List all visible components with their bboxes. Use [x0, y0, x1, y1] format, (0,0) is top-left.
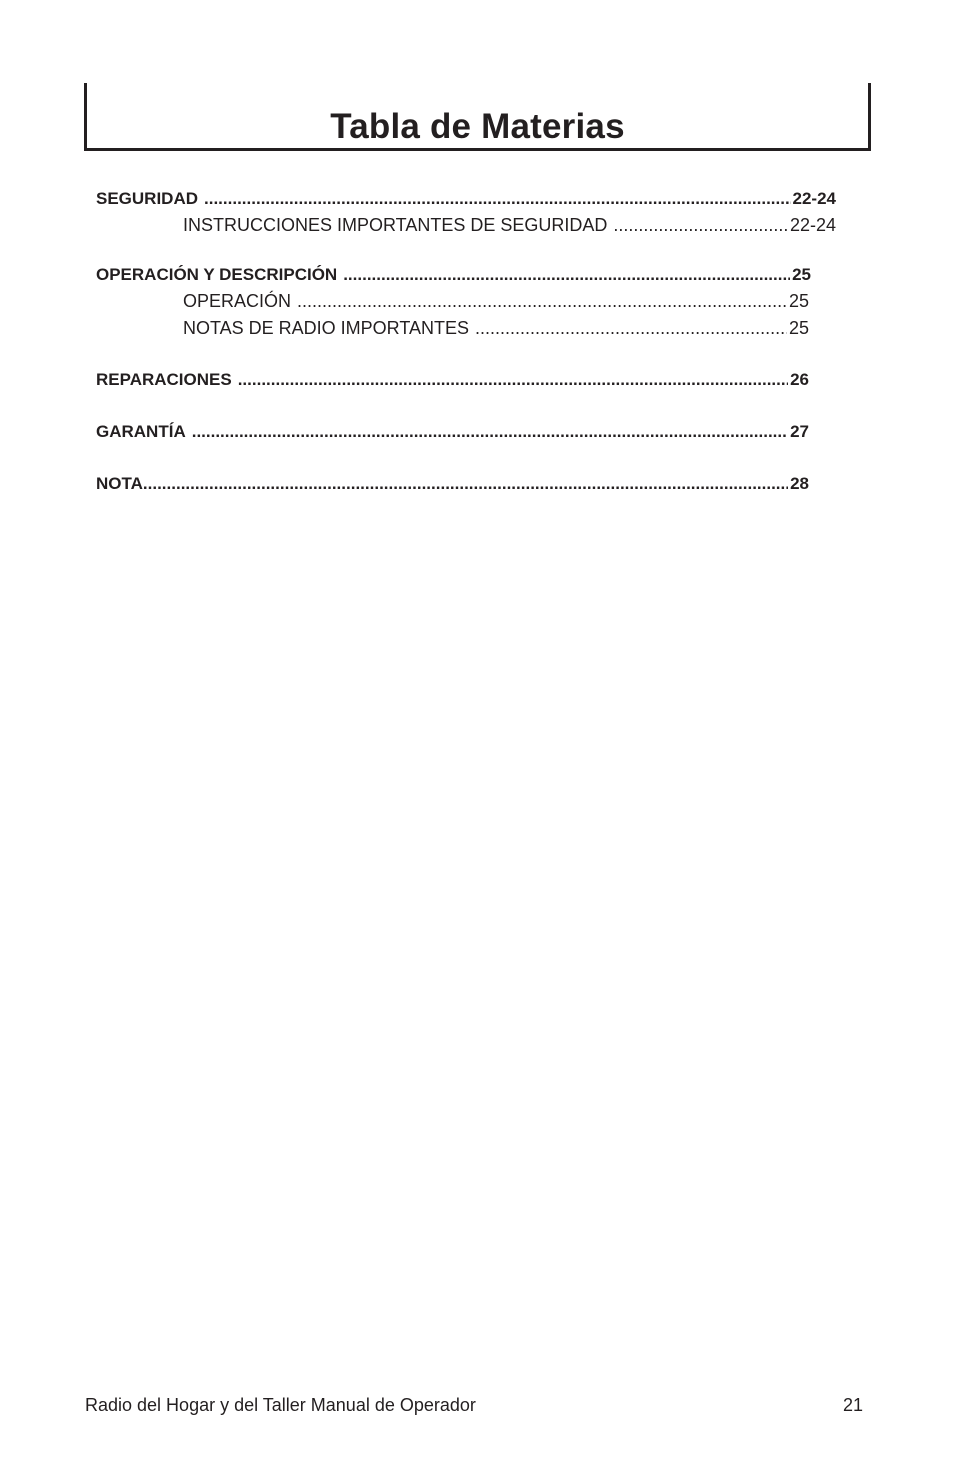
toc-entry-nota[interactable]: [96, 473, 809, 495]
toc-entry-operacion[interactable]: [183, 290, 809, 312]
toc-entry-operacion-descripcion[interactable]: [96, 264, 811, 286]
toc-entry-label: GARANTÍA: [96, 422, 186, 441]
toc-dot-leader: [297, 290, 787, 312]
toc-entry-page: 25: [788, 318, 809, 338]
toc-dot-leader: [192, 421, 788, 443]
toc-entry-page: 25: [788, 291, 809, 311]
toc-entry-label: INSTRUCCIONES IMPORTANTES DE SEGURIDAD: [183, 215, 608, 235]
toc-dot-leader: [143, 473, 788, 495]
toc-entry-label: REPARACIONES: [96, 370, 232, 389]
page-title: Tabla de Materias: [330, 107, 625, 146]
toc-entry-garantia[interactable]: [96, 421, 809, 443]
footer-page-number: 21: [842, 1395, 863, 1415]
toc-entry-page: 22-24: [789, 215, 836, 235]
toc-dot-leader: [475, 317, 787, 339]
toc-entry-page: 28: [790, 474, 809, 493]
toc-entry-page: 27: [790, 422, 809, 441]
toc-entry-instrucciones[interactable]: [183, 214, 836, 236]
toc-entry-page: 22-24: [792, 189, 836, 208]
toc-entry-label: OPERACIÓN: [183, 291, 292, 311]
title-frame: [84, 83, 871, 151]
toc-dot-leader: [204, 188, 791, 210]
toc-entry-label: OPERACIÓN Y DESCRIPCIÓN: [96, 265, 338, 284]
toc-dot-leader: [238, 369, 788, 391]
toc-entry-label: NOTA: [96, 474, 143, 493]
toc-entry-label: SEGURIDAD: [96, 189, 199, 208]
toc-entry-reparaciones[interactable]: [96, 369, 809, 391]
footer-manual-title: Radio del Hogar y del Taller Manual de Operador: [85, 1395, 476, 1415]
toc-dot-leader: [613, 214, 788, 236]
toc-dot-leader: [343, 264, 790, 286]
toc-entry-notas-radio[interactable]: [183, 317, 809, 339]
toc-entry-page: 26: [790, 370, 809, 389]
toc-entry-seguridad[interactable]: [96, 188, 836, 210]
toc-entry-page: 25: [792, 265, 811, 284]
toc-entry-label: NOTAS DE RADIO IMPORTANTES: [183, 318, 470, 338]
